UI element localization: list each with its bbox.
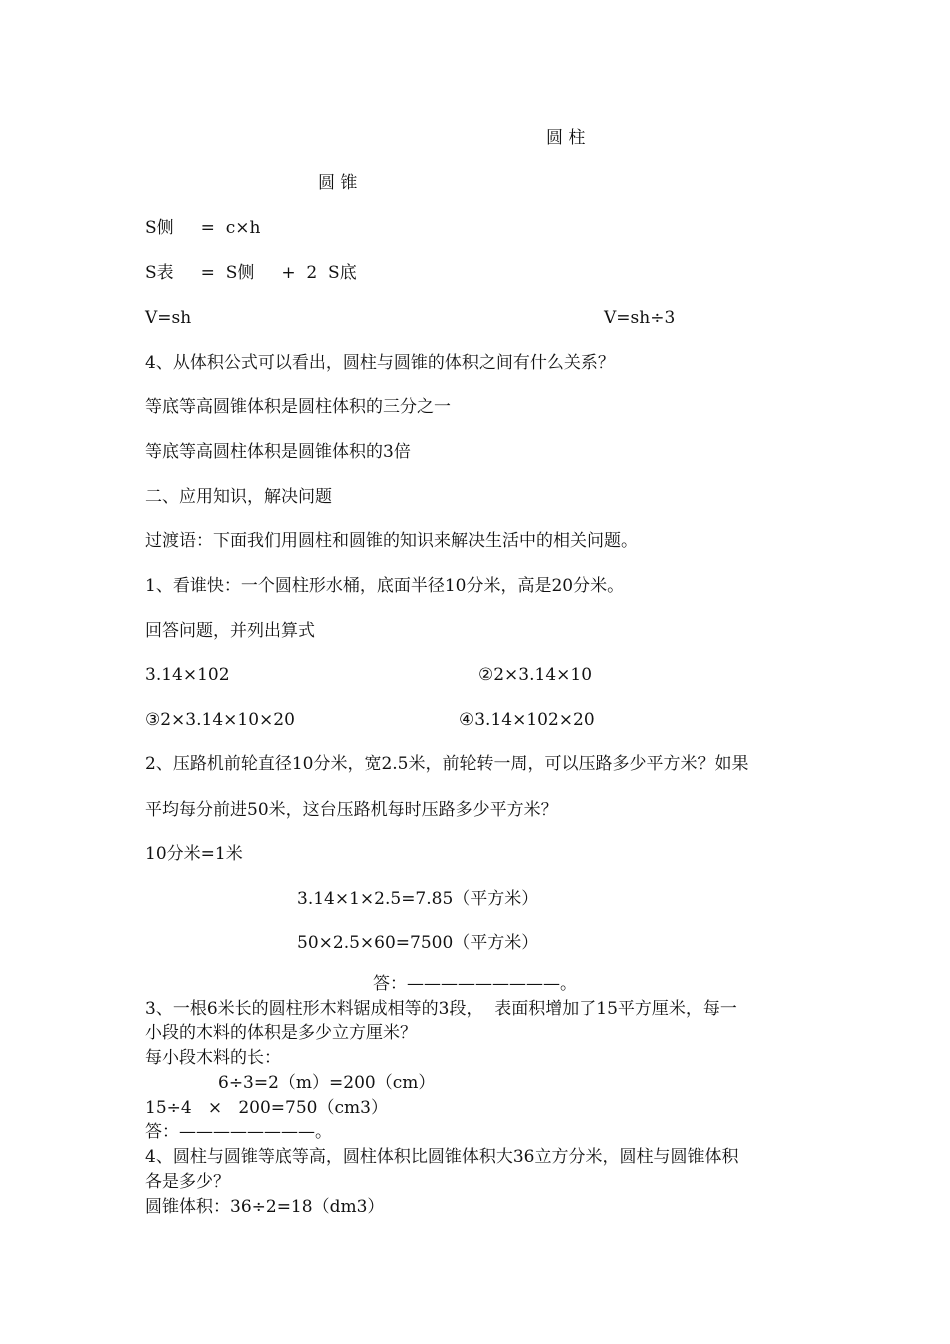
question-1-option-2: ②2×3.14×10 [478, 665, 593, 685]
question-2-answer: 答：—————————。 [373, 974, 577, 994]
question-3-line-1: 3、一根6米长的圆柱形木料锯成相等的3段， 表面积增加了15平方厘米，每一 [145, 999, 737, 1019]
relation-question: 4、从体积公式可以看出，圆柱与圆锥的体积之间有什么关系？ [145, 353, 615, 373]
question-4-line-2: 各是多少？ [145, 1172, 230, 1192]
heading-cone: 圆 锥 [318, 173, 358, 193]
formula-cylinder-volume: V=sh [145, 308, 192, 328]
question-1-option-3: ③2×3.14×10×20 [145, 710, 295, 730]
relation-answer-2: 等底等高圆柱体积是圆锥体积的3倍 [145, 442, 411, 462]
question-2-calc-2: 50×2.5×60=7500（平方米） [297, 933, 539, 953]
formula-lateral-area: S侧 = c×h [145, 218, 261, 238]
question-4-line-1: 4、圆柱与圆锥等底等高，圆柱体积比圆锥体积大36立方分米，圆柱与圆锥体积 [145, 1147, 739, 1167]
question-1-option-1: 3.14×102 [145, 665, 230, 685]
question-3-calc-1: 6÷3=2（m）=200（cm） [218, 1073, 436, 1093]
question-2-line-1: 2、压路机前轮直径10分米，宽2.5米，前轮转一周，可以压路多少平方米？如果 [145, 754, 749, 774]
question-1-option-4: ④3.14×102×20 [459, 710, 595, 730]
heading-cylinder: 圆 柱 [546, 128, 586, 148]
question-2-conversion: 10分米=1米 [145, 844, 243, 864]
question-3-label: 每小段木料的长： [145, 1048, 281, 1068]
question-3-answer: 答：————————。 [145, 1122, 332, 1142]
relation-answer-1: 等底等高圆锥体积是圆柱体积的三分之一 [145, 397, 451, 417]
question-4-calc-1: 圆锥体积：36÷2=18（dm3） [145, 1197, 385, 1217]
question-3-calc-2: 15÷4 × 200=750（cm3） [145, 1098, 388, 1118]
formula-surface-area: S表 = S侧 + 2 S底 [145, 263, 357, 283]
transition-text: 过渡语：下面我们用圆柱和圆锥的知识来解决生活中的相关问题。 [145, 531, 638, 551]
question-2-line-2: 平均每分前进50米，这台压路机每时压路多少平方米？ [145, 800, 558, 820]
question-1-prompt: 回答问题，并列出算式 [145, 621, 315, 641]
question-3-line-2: 小段的木料的体积是多少立方厘米？ [145, 1023, 417, 1043]
section-2-title: 二、应用知识，解决问题 [145, 487, 332, 507]
question-2-calc-1: 3.14×1×2.5=7.85（平方米） [297, 889, 539, 909]
formula-cone-volume: V=sh÷3 [604, 308, 676, 328]
question-1-text: 1、看谁快：一个圆柱形水桶，底面半径10分米，高是20分米。 [145, 576, 625, 596]
